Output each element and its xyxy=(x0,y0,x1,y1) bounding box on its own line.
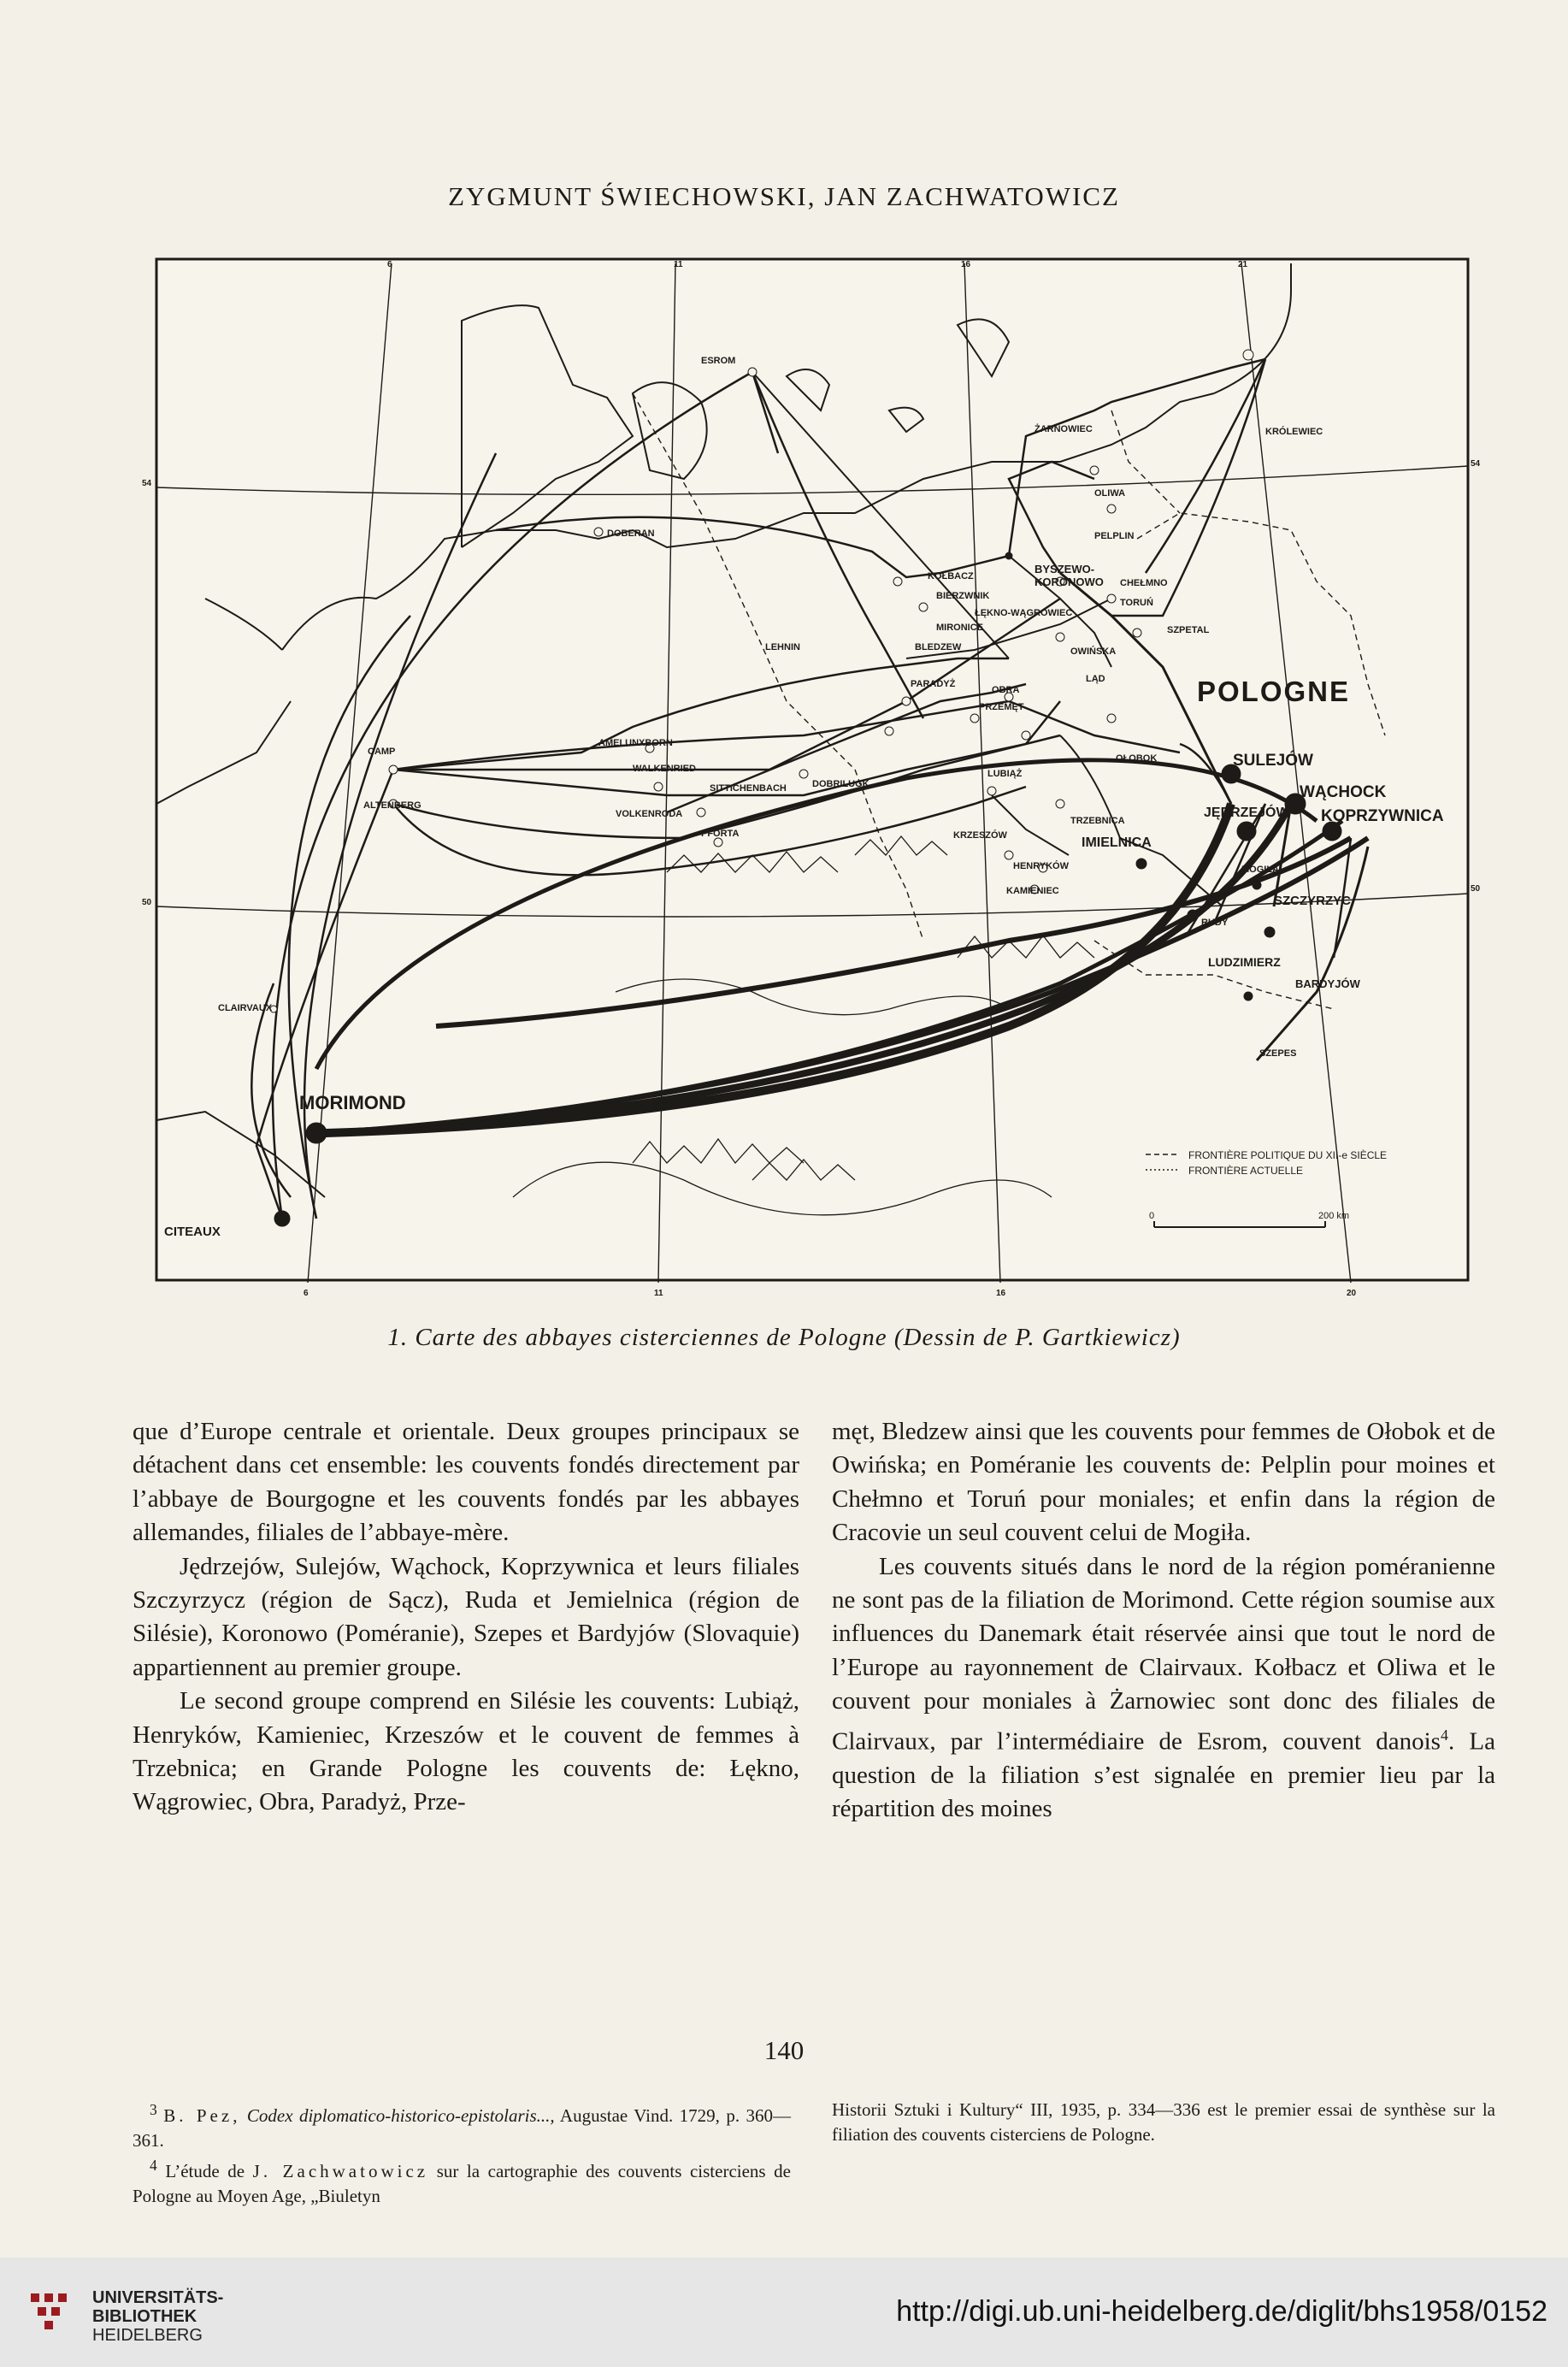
footnote-continuation: Historii Sztuki i Kultury“ III, 1935, p. 334—336 est le premier essai de synthèse sur la filiation des couvents cisterciens de Pologne. xyxy=(832,2099,1495,2145)
label-oliwa: OLIWA xyxy=(1094,488,1126,499)
label-owinska: OWIŃSKA xyxy=(1070,646,1117,657)
grid-20-bottom: 20 xyxy=(1347,1289,1357,1298)
label-lad: LĄD xyxy=(1086,674,1105,684)
footnote-text: sur la cartographie des couvents cisterciens de Pologne au Moyen Age, „Biuletyn xyxy=(133,2161,791,2206)
label-obra: OBRA xyxy=(992,685,1020,695)
label-szpetal: SZPETAL xyxy=(1167,625,1210,635)
label-wachock: WĄCHOCK xyxy=(1300,783,1387,801)
grid-6-top: 6 xyxy=(387,260,392,269)
paragraph: Le second groupe comprend en Silésie les couvents: Lubiąż, Henryków, Kamieniec, Krzeszów et le couvent de femmes à Trzebnica; en Grande Pologne les couvents de: Łękno, Wągrowiec, Obra, Paradyż, Prze- xyxy=(133,1687,799,1816)
label-szczyrzyc: SZCZYRZYC xyxy=(1274,894,1351,908)
label-pelplin: PELPLIN xyxy=(1094,531,1135,541)
label-dobriluch: DOBRILUGK xyxy=(812,779,869,789)
library-footer xyxy=(0,2258,1568,2367)
footnotes-left xyxy=(133,2098,791,2209)
paragraph: męt, Bledzew ainsi que les couvents pour femmes de Ołobok et de Owińska; en Poméranie les couvents de: Pelplin pour moines et Chełmno et Toruń pour moniales; et enfin dans la région de Cracovie un seul couvent celui de Mogiła. xyxy=(832,1418,1495,1547)
label-lekno: ŁĘKNO-WĄGROWIEC xyxy=(975,608,1073,618)
footnote-author: J. Zachwatowicz xyxy=(252,2161,429,2181)
grid-16-top: 16 xyxy=(961,260,971,269)
imielnica-marker xyxy=(1136,859,1147,869)
label-mironice: MIRONICE xyxy=(936,623,983,633)
text-column-right xyxy=(832,1415,1495,1827)
grid-21-top: 21 xyxy=(1238,260,1248,269)
label-morimond: MORIMOND xyxy=(299,1092,406,1113)
ludzimierz-marker xyxy=(1244,992,1253,1001)
label-henrykow: HENRYKÓW xyxy=(1013,861,1069,871)
cistercian-abbeys-map xyxy=(142,257,1481,1298)
footnote-marker: 4 xyxy=(150,2157,157,2174)
library-line: BIBLIOTHEK xyxy=(92,2307,197,2326)
scale-zero: 0 xyxy=(1149,1211,1155,1221)
grid-6-bottom: 6 xyxy=(304,1289,309,1298)
footnotes-right xyxy=(832,2098,1495,2147)
label-pologne: POLOGNE xyxy=(1197,676,1351,707)
library-line: UNIVERSITÄTS- xyxy=(92,2288,224,2307)
paragraph-text: Les couvents situés dans le nord de la région poméranienne ne sont pas de la filiation de Morimond. Cette région soumise aux influences du Danemark était réservée ainsi que tout le nord de l’Europe au rayonnement de Clairvaux. Kołbacz et Oliwa et le couvent pour moniales à Żarnowiec sont donc des filiales de Clairvaux, par l’intermédiaire de Esrom, couvent danois xyxy=(832,1552,1495,1756)
paragraph-text: . La question de la filiation s’est signalée en premier lieu par la répartition des moines xyxy=(832,1727,1495,1823)
grid-11-top: 11 xyxy=(674,260,683,269)
library-name xyxy=(92,2288,223,2345)
paragraph: que d’Europe centrale et orientale. Deux groupes principaux se détachent dans cet ensemble: les couvents fondés directement par l’abbaye de Bourgogne et les couvents fondés par les abbayes allemandes, filiales de l’abbaye-mère. xyxy=(133,1418,799,1547)
label-paradyz: PARADYŻ xyxy=(911,679,956,689)
label-olobok: OŁOBOK xyxy=(1116,753,1158,764)
label-esrom: ESROM xyxy=(701,356,736,366)
footnote-title: Codex diplomatico-historico-epistolaris..., xyxy=(246,2105,555,2126)
label-bierzwnik: BIERZWNIK xyxy=(936,591,990,601)
label-koronowo: KORONOWO xyxy=(1035,576,1104,588)
map-frame xyxy=(156,259,1468,1280)
text-column-left xyxy=(133,1415,799,1820)
label-krolewiec: KRÓLEWIEC xyxy=(1265,427,1323,437)
heidelberg-library-logo-icon xyxy=(22,2281,84,2343)
label-doberan: DOBERAN xyxy=(607,528,655,539)
label-bledzew: BLEDZEW xyxy=(915,642,962,652)
label-kamieniec: KAMIENIEC xyxy=(1006,886,1059,896)
label-przemet: PRZEMĘT xyxy=(979,702,1024,712)
footnote-3 xyxy=(133,2098,791,2153)
morimond-marker xyxy=(306,1123,327,1143)
mogila-marker xyxy=(1253,881,1261,889)
legend-political: FRONTIÈRE POLITIQUE DU XII-e SIÈCLE xyxy=(1188,1149,1388,1161)
szczyrzyc-marker xyxy=(1264,927,1275,937)
label-szepes: SZEPES xyxy=(1259,1048,1297,1059)
label-lubiaz: LUBIĄŻ xyxy=(987,769,1023,779)
paragraph xyxy=(832,1550,1495,1827)
grid-11-bottom: 11 xyxy=(654,1289,663,1298)
label-pforta: PFORTA xyxy=(701,829,740,839)
label-mogila: MOGIŁA xyxy=(1241,865,1279,875)
label-imielnica: IMIELNICA xyxy=(1082,835,1152,850)
label-zarnowiec: ŻARNOWIEC xyxy=(1035,424,1093,434)
label-byszewo: BYSZEWO- xyxy=(1035,563,1095,576)
footnote-marker: 3 xyxy=(150,2101,157,2118)
legend-current: FRONTIÈRE ACTUELLE xyxy=(1188,1165,1304,1177)
footnote-author: B. Pez, xyxy=(163,2105,241,2126)
label-koprzywnica: KOPRZYWNICA xyxy=(1321,807,1444,825)
rudy-marker xyxy=(1188,910,1198,920)
label-sulejow: SULEJÓW xyxy=(1233,752,1313,770)
paragraph: Jędrzejów, Sulejów, Wąchock, Koprzywnica et leurs filiales Szczyrzycz (région de Sącz), Ruda et Jemielnica (région de Silésie), Koronowo (Poméranie), Szepes et Bardyjów (Slovaquie) appartiennent au premier groupe. xyxy=(133,1552,799,1681)
page-number: 140 xyxy=(763,2035,805,2065)
label-rudy: RUDY xyxy=(1201,918,1229,928)
footnote-text: L’étude de xyxy=(165,2161,245,2181)
label-walkenried: WALKENRIED xyxy=(633,764,696,774)
label-chelmno: CHEŁMNO xyxy=(1120,578,1168,588)
running-title: ZYGMUNT ŚWIECHOWSKI, JAN ZACHWATOWICZ xyxy=(448,181,1120,211)
label-amelunxborn: AMELUNXBORN xyxy=(598,738,673,748)
label-sittichenbach: SITTICHENBACH xyxy=(710,783,787,794)
label-citeaux: CITEAUX xyxy=(164,1225,221,1239)
source-url-link[interactable]: http://digi.ub.uni-heidelberg.de/diglit/bhs1958/0152 xyxy=(896,2295,1547,2328)
label-camp: CAMP xyxy=(368,747,396,757)
label-altenberg: ALTENBERG xyxy=(363,800,421,811)
label-lehnin: LEHNIN xyxy=(765,642,800,652)
scale-end: 200 km xyxy=(1318,1211,1350,1221)
label-trzebnica: TRZEBNICA xyxy=(1070,816,1125,826)
footnote-ref: 4 xyxy=(1440,1726,1448,1744)
grid-54-right: 54 xyxy=(1471,459,1481,469)
label-kolbacz: KOŁBACZ xyxy=(928,571,974,581)
label-jedrzejow: JĘDRZEJÓW xyxy=(1204,806,1289,820)
grid-54-left: 54 xyxy=(142,479,152,488)
label-ludzimierz: LUDZIMIERZ xyxy=(1208,955,1281,969)
footnote-4 xyxy=(133,2153,791,2209)
label-krzeszow: KRZESZÓW xyxy=(953,830,1007,841)
grid-50-right: 50 xyxy=(1471,884,1481,894)
label-torun: TORUŃ xyxy=(1120,598,1153,608)
library-line: HEIDELBERG xyxy=(92,2326,203,2345)
label-clairvaux: CLAIRVAUX xyxy=(218,1003,273,1013)
jedrzejow-marker xyxy=(1237,822,1256,841)
citeaux-marker xyxy=(274,1211,290,1226)
footnote-text: Augustae Vind. 1729, p. 360—361. xyxy=(133,2105,792,2151)
grid-50-left: 50 xyxy=(142,898,152,907)
label-bardyjow: BARDYJÓW xyxy=(1295,977,1360,990)
figure-caption: 1. Carte des abbayes cisterciennes de Pologne (Dessin de P. Gartkiewicz) xyxy=(387,1324,1181,1351)
grid-16-bottom: 16 xyxy=(996,1289,1006,1298)
label-volkenroda: VOLKENRODA xyxy=(616,809,683,819)
